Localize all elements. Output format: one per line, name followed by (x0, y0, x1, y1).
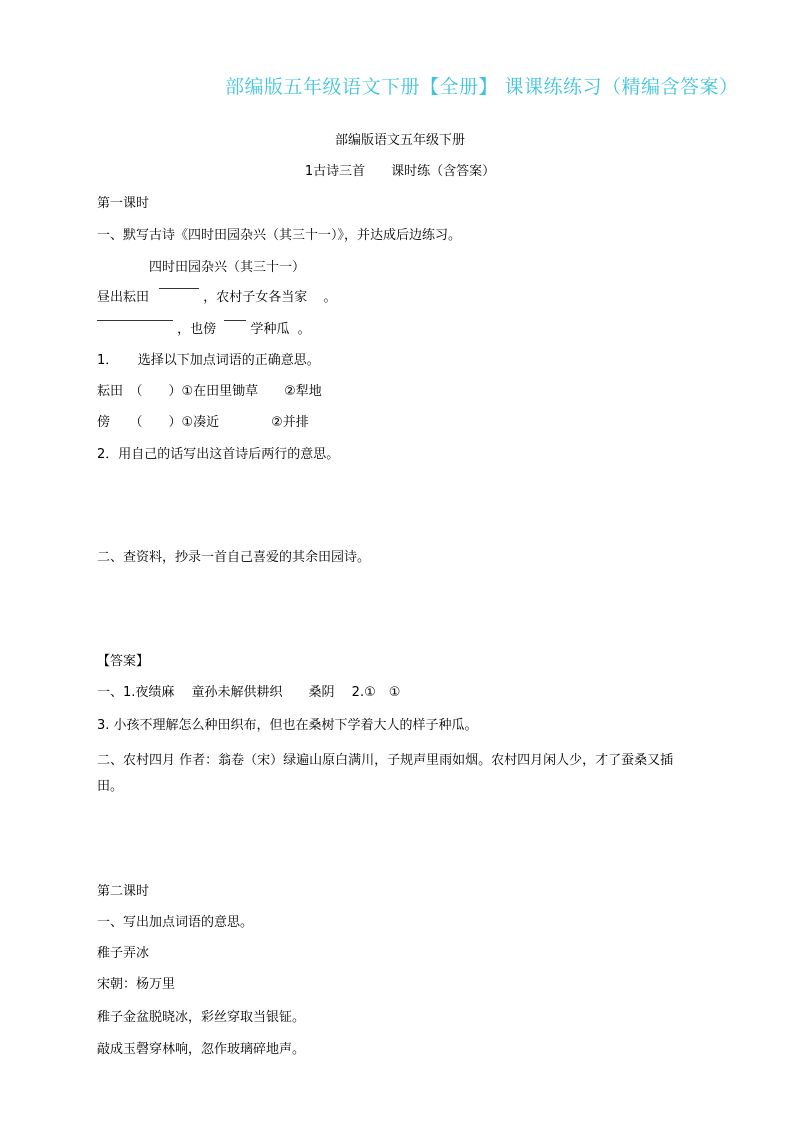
lesson2-question1: 一、写出加点词语的意思。 (97, 915, 254, 930)
lesson1-question1: 一、默写古诗《四时田园杂兴（其三十一）》，并达成后边练习。 (97, 228, 462, 243)
fill-blank (97, 320, 173, 321)
sub-question2: 2．用自己的话写出这首诗后两行的意思。 (97, 447, 340, 462)
poem-line2 (97, 322, 311, 338)
lesson1-question2: 二、查资料，抄录一首自己喜爱的其余田园诗。 (97, 550, 371, 565)
fill-blank (159, 288, 199, 289)
lesson-title: 1古诗三首 课时练（含答案） (304, 164, 496, 179)
poem-line1-start: 昼出耘田 (97, 290, 150, 305)
poem-line2-period: 。 (297, 322, 311, 337)
poem-line1-end: 。 (323, 290, 337, 305)
header-title: 部编版五年级语文下册【全册】 课课练练习（精编含答案） (225, 76, 739, 98)
poem-line1 (97, 290, 336, 306)
sub-question1: 1． 选择以下加点词语的正确意思。 (97, 353, 320, 368)
answer-line-2: 3. 小孩不理解怎么种田织布，但也在桑树下学着大人的样子种瓜。 (97, 718, 478, 733)
book-title: 部编版语文五年级下册 (334, 133, 465, 148)
lesson2-heading: 第二课时 (97, 884, 150, 899)
poem-line2-middle: ，也傍 (177, 322, 217, 337)
fill-blank (224, 320, 246, 321)
option-row-1: 耘田 （ ）①在田里锄草 ②犁地 (97, 384, 322, 399)
lesson2-poem-line2: 敲成玉磬穿林响，忽作玻璃碎地声。 (97, 1042, 306, 1057)
answer-line-3: 二、农村四月 作者：翁卷（宋）绿遍山原白满川，子规声里雨如烟。农村四月闲人少，才了蚕桑又插 (97, 753, 674, 768)
poem-title: 四时田园杂兴（其三十一） (149, 260, 306, 275)
lesson2-poem-line1: 稚子金盆脱晓冰，彩丝穿取当银钲。 (97, 1010, 306, 1025)
option-row-2: 傍 （ ）①凑近 ②并排 (97, 415, 309, 430)
lesson1-heading: 第一课时 (97, 196, 150, 211)
answers-heading: 【答案】 (97, 654, 150, 669)
poem-line1-middle: ，农村子女各当家 (203, 290, 308, 305)
lesson2-poem-author: 宋朝：杨万里 (97, 977, 176, 992)
poem-line2-end: 学种瓜 (250, 322, 290, 337)
lesson2-poem-title: 稚子弄冰 (97, 946, 150, 961)
answer-line-3-cont: 田。 (97, 779, 124, 794)
answer-line-1: 一、1.夜绩麻 童孙未解供耕织 桑阴 2.① ① (97, 685, 401, 700)
